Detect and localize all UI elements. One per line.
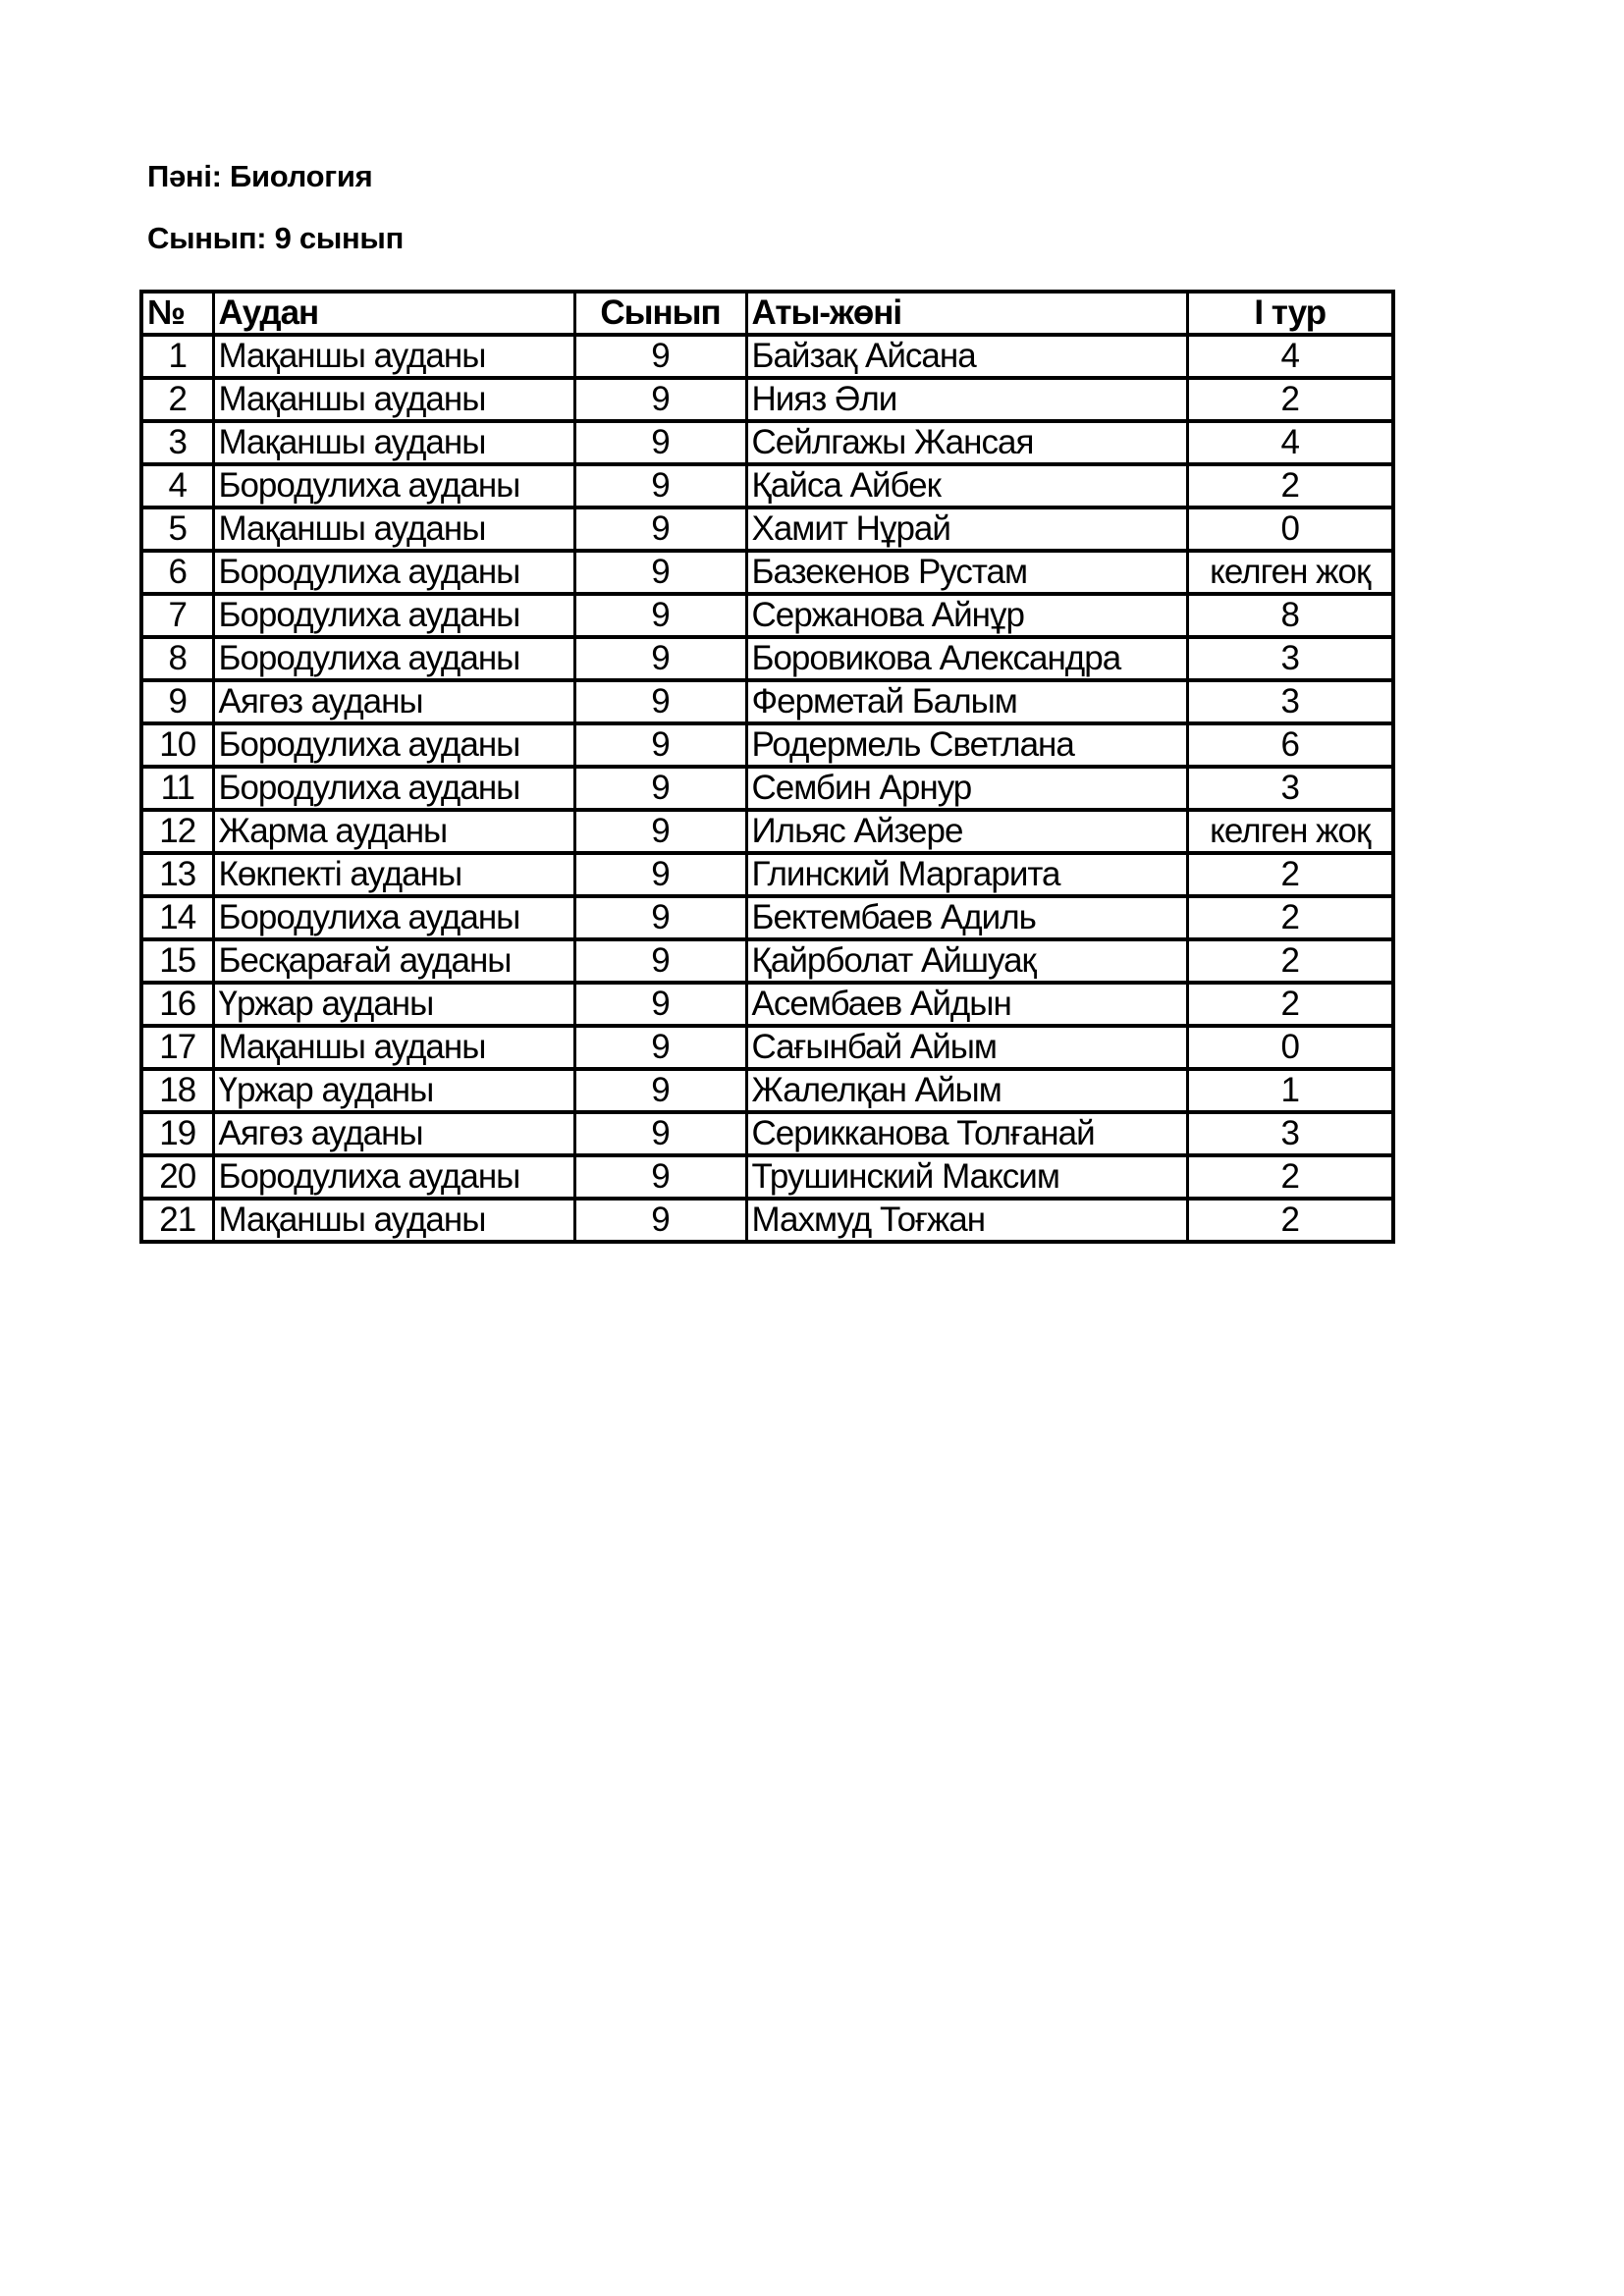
cell-name: Сембин Арнур [746,767,1187,810]
cell-number: 9 [141,680,213,723]
cell-district: Бородулиха ауданы [213,464,574,507]
table-row [141,1155,1393,1199]
cell-number: 5 [141,507,213,551]
cell-round1: 2 [1187,896,1393,939]
cell-name: Сейлгажы Жансая [746,421,1187,464]
cell-name: Серикканова Толғанай [746,1112,1187,1155]
cell-district: Бородулиха ауданы [213,767,574,810]
cell-grade: 9 [574,594,746,637]
cell-number: 10 [141,723,213,767]
cell-district: Бесқарағай ауданы [213,939,574,983]
column-header-name: Аты-жөні [746,292,1187,335]
table-row [141,810,1393,853]
cell-district: Бородулиха ауданы [213,1155,574,1199]
cell-number: 17 [141,1026,213,1069]
cell-round1: 3 [1187,1112,1393,1155]
cell-district: Бородулиха ауданы [213,637,574,680]
cell-district: Мақаншы ауданы [213,421,574,464]
table-row [141,421,1393,464]
table-row [141,335,1393,378]
cell-round1: 2 [1187,1155,1393,1199]
cell-name: Махмуд Тоғжан [746,1199,1187,1242]
cell-grade: 9 [574,637,746,680]
cell-round1: 2 [1187,939,1393,983]
table-row [141,551,1393,594]
cell-district: Бородулиха ауданы [213,896,574,939]
cell-round1: келген жоқ [1187,551,1393,594]
cell-number: 14 [141,896,213,939]
cell-district: Бородулиха ауданы [213,551,574,594]
cell-name: Асембаев Айдын [746,983,1187,1026]
cell-number: 16 [141,983,213,1026]
cell-name: Ильяс Айзере [746,810,1187,853]
table-row [141,1069,1393,1112]
table-row [141,637,1393,680]
cell-round1: 2 [1187,853,1393,896]
table-row [141,378,1393,421]
cell-name: Жалелқан Айым [746,1069,1187,1112]
cell-grade: 9 [574,810,746,853]
cell-number: 20 [141,1155,213,1199]
cell-name: Ферметай Балым [746,680,1187,723]
cell-district: Аягөз ауданы [213,680,574,723]
cell-round1: 3 [1187,680,1393,723]
cell-round1: келген жоқ [1187,810,1393,853]
cell-grade: 9 [574,378,746,421]
column-header-round1: І тур [1187,292,1393,335]
cell-number: 4 [141,464,213,507]
table-row [141,896,1393,939]
cell-round1: 0 [1187,507,1393,551]
cell-grade: 9 [574,983,746,1026]
cell-name: Боровикова Александра [746,637,1187,680]
cell-grade: 9 [574,551,746,594]
cell-name: Қайрболат Айшуақ [746,939,1187,983]
cell-round1: 3 [1187,767,1393,810]
cell-round1: 2 [1187,983,1393,1026]
cell-grade: 9 [574,896,746,939]
cell-grade: 9 [574,1069,746,1112]
table-row [141,983,1393,1026]
subject-label: Пәні: Биология [147,159,373,193]
cell-number: 21 [141,1199,213,1242]
column-header-district: Аудан [213,292,574,335]
cell-number: 13 [141,853,213,896]
cell-name: Нияз Әли [746,378,1187,421]
results-table-body [141,335,1393,1242]
table-row [141,680,1393,723]
cell-district: Үржар ауданы [213,1069,574,1112]
table-row [141,594,1393,637]
cell-name: Базекенов Рустам [746,551,1187,594]
cell-number: 18 [141,1069,213,1112]
cell-district: Аягөз ауданы [213,1112,574,1155]
cell-number: 11 [141,767,213,810]
table-row [141,1112,1393,1155]
table-row [141,1199,1393,1242]
cell-round1: 3 [1187,637,1393,680]
table-row [141,1026,1393,1069]
cell-round1: 2 [1187,378,1393,421]
table-row [141,507,1393,551]
cell-district: Мақаншы ауданы [213,335,574,378]
cell-grade: 9 [574,335,746,378]
results-table [139,290,1395,1244]
cell-district: Мақаншы ауданы [213,1199,574,1242]
cell-grade: 9 [574,680,746,723]
cell-grade: 9 [574,464,746,507]
cell-number: 1 [141,335,213,378]
cell-name: Қайса Айбек [746,464,1187,507]
header-row [141,292,1393,335]
cell-name: Хамит Нұрай [746,507,1187,551]
cell-round1: 0 [1187,1026,1393,1069]
cell-round1: 2 [1187,464,1393,507]
cell-round1: 1 [1187,1069,1393,1112]
cell-grade: 9 [574,767,746,810]
cell-round1: 6 [1187,723,1393,767]
cell-name: Трушинский Максим [746,1155,1187,1199]
cell-number: 3 [141,421,213,464]
results-table-header [141,292,1393,335]
cell-name: Сержанова Айнұр [746,594,1187,637]
cell-number: 6 [141,551,213,594]
cell-number: 12 [141,810,213,853]
cell-number: 15 [141,939,213,983]
cell-district: Бородулиха ауданы [213,723,574,767]
cell-round1: 4 [1187,421,1393,464]
cell-number: 19 [141,1112,213,1155]
cell-round1: 2 [1187,1199,1393,1242]
cell-district: Көкпекті ауданы [213,853,574,896]
cell-grade: 9 [574,1155,746,1199]
cell-name: Бектембаев Адиль [746,896,1187,939]
cell-grade: 9 [574,1112,746,1155]
cell-number: 2 [141,378,213,421]
document-header [147,145,404,269]
cell-district: Мақаншы ауданы [213,1026,574,1069]
class-label: Сынып: 9 сынып [147,221,405,255]
cell-grade: 9 [574,421,746,464]
table-row [141,939,1393,983]
cell-grade: 9 [574,1026,746,1069]
cell-round1: 8 [1187,594,1393,637]
table-row [141,723,1393,767]
cell-grade: 9 [574,939,746,983]
cell-district: Жарма ауданы [213,810,574,853]
cell-name: Родермель Светлана [746,723,1187,767]
cell-number: 7 [141,594,213,637]
cell-name: Сағынбай Айым [746,1026,1187,1069]
cell-district: Мақаншы ауданы [213,507,574,551]
table-row [141,853,1393,896]
column-header-grade: Сынып [574,292,746,335]
cell-grade: 9 [574,853,746,896]
cell-number: 8 [141,637,213,680]
cell-round1: 4 [1187,335,1393,378]
cell-district: Мақаншы ауданы [213,378,574,421]
cell-grade: 9 [574,723,746,767]
table-row [141,767,1393,810]
cell-name: Глинский Маргарита [746,853,1187,896]
cell-grade: 9 [574,507,746,551]
column-header-number: № [141,292,213,335]
cell-district: Үржар ауданы [213,983,574,1026]
cell-grade: 9 [574,1199,746,1242]
cell-name: Байзақ Айсана [746,335,1187,378]
cell-district: Бородулиха ауданы [213,594,574,637]
table-row [141,464,1393,507]
